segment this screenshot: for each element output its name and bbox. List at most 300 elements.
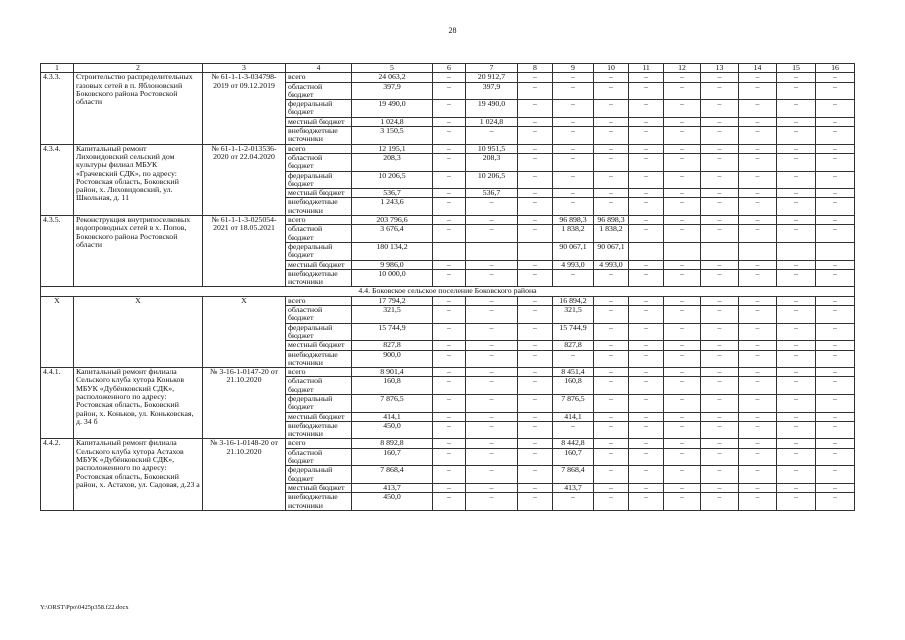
value-cell-col-9: 827,8 <box>553 341 594 350</box>
value-cell-col-6: – <box>433 493 466 511</box>
value-cell-col-11: – <box>629 216 664 225</box>
value-cell-col-9: 7 868,4 <box>553 466 594 484</box>
value-cell-col-10: – <box>594 493 629 511</box>
value-cell-col-15: – <box>777 260 816 269</box>
value-cell-col-16: – <box>816 260 855 269</box>
funding-source-label: местный бюджет <box>286 260 352 269</box>
value-cell-col-11: – <box>629 73 664 82</box>
item-name: Реконструкция внутрипоселковых водопроводных сетей в х. Попов, Боковского района Ростовской области <box>74 216 203 287</box>
value-cell-col-7: 20 912,7 <box>466 73 518 82</box>
value-cell-col-13: – <box>701 421 739 439</box>
value-cell-col-15: – <box>777 306 816 324</box>
table-row <box>41 144 855 153</box>
value-cell-col-11: – <box>629 153 664 171</box>
value-cell-col-11: – <box>629 225 664 243</box>
value-cell-col-6: – <box>433 260 466 269</box>
column-number-3: 3 <box>203 64 286 73</box>
value-cell-col-11: – <box>629 377 664 395</box>
column-number-8: 8 <box>518 64 553 73</box>
value-cell-col-9: 414,1 <box>553 412 594 421</box>
value-cell-col-14: – <box>739 421 777 439</box>
value-cell-col-8: – <box>518 466 553 484</box>
value-cell-col-5: 827,8 <box>352 341 433 350</box>
value-cell-col-7: – <box>466 127 518 145</box>
value-cell-col-16: – <box>816 82 855 100</box>
value-cell-col-6: – <box>433 412 466 421</box>
item-number: 4.4.1. <box>41 368 74 439</box>
value-cell-col-10: – <box>594 368 629 377</box>
value-cell-col-5: 3 150,5 <box>352 127 433 145</box>
value-cell-col-6: – <box>433 82 466 100</box>
value-cell-col-9: – <box>553 198 594 216</box>
value-cell-col-6: – <box>433 350 466 368</box>
value-cell-col-10: – <box>594 341 629 350</box>
value-cell-col-16: – <box>816 493 855 511</box>
value-cell-col-6: – <box>433 198 466 216</box>
value-cell-col-11: – <box>629 117 664 126</box>
value-cell-col-11: – <box>629 368 664 377</box>
funding-source-label: внебюджетные источники <box>286 350 352 368</box>
value-cell-col-10: – <box>594 82 629 100</box>
value-cell-col-16: – <box>816 171 855 189</box>
value-cell-col-13: – <box>701 216 739 225</box>
value-cell-col-5: 8 901,4 <box>352 368 433 377</box>
value-cell-col-9: 160,7 <box>553 448 594 466</box>
value-cell-col-14: – <box>739 260 777 269</box>
value-cell-col-16: – <box>816 394 855 412</box>
item-number: 4.3.4. <box>41 144 74 215</box>
column-number-1: 1 <box>41 64 74 73</box>
value-cell-col-12: – <box>664 448 701 466</box>
item-number: 4.4.2. <box>41 439 74 510</box>
value-cell-col-11: – <box>629 394 664 412</box>
funding-source-label: внебюджетные источники <box>286 198 352 216</box>
value-cell-col-14: – <box>739 100 777 118</box>
value-cell-col-7: 10 206,5 <box>466 171 518 189</box>
value-cell-col-6: – <box>433 394 466 412</box>
value-cell-col-5: 12 195,1 <box>352 144 433 153</box>
page-number: 28 <box>448 26 457 35</box>
value-cell-col-14: – <box>739 171 777 189</box>
value-cell-col-6: – <box>433 483 466 492</box>
value-cell-col-5: 208,3 <box>352 153 433 171</box>
value-cell-col-10: – <box>594 127 629 145</box>
value-cell-col-15: – <box>777 377 816 395</box>
value-cell-col-16: – <box>816 448 855 466</box>
value-cell-col-9: – <box>553 100 594 118</box>
value-cell-col-12: – <box>664 216 701 225</box>
value-cell-col-5: 10 206,5 <box>352 171 433 189</box>
funding-source-label: областной бюджет <box>286 377 352 395</box>
funding-source-label: всего <box>286 368 352 377</box>
value-cell-col-10: – <box>594 448 629 466</box>
value-cell-col-8: – <box>518 269 553 287</box>
value-cell-col-10: – <box>594 198 629 216</box>
value-cell-col-7: 208,3 <box>466 153 518 171</box>
value-cell-col-10: – <box>594 466 629 484</box>
value-cell-col-16: – <box>816 439 855 448</box>
value-cell-col-13: – <box>701 368 739 377</box>
value-cell-col-5: 160,7 <box>352 448 433 466</box>
value-cell-col-8: – <box>518 296 553 305</box>
value-cell-col-14: – <box>739 412 777 421</box>
value-cell-col-12: – <box>664 198 701 216</box>
value-cell-col-15: – <box>777 394 816 412</box>
value-cell-col-16: – <box>816 198 855 216</box>
value-cell-col-6: – <box>433 421 466 439</box>
value-cell-col-11: – <box>629 323 664 341</box>
item-document: № 61-1-1-2-013536-2020 от 22.04.2020 <box>203 144 286 215</box>
funding-source-label: всего <box>286 216 352 225</box>
value-cell-col-15: – <box>777 127 816 145</box>
value-cell-col-5: 413,7 <box>352 483 433 492</box>
funding-source-label: местный бюджет <box>286 341 352 350</box>
value-cell-col-6: – <box>433 189 466 198</box>
funding-source-label: областной бюджет <box>286 448 352 466</box>
value-cell-col-9: – <box>553 127 594 145</box>
value-cell-col-15: – <box>777 466 816 484</box>
value-cell-col-12: – <box>664 296 701 305</box>
value-cell-col-14: – <box>739 216 777 225</box>
value-cell-col-10: – <box>594 323 629 341</box>
value-cell-col-14: – <box>739 117 777 126</box>
funding-source-label: областной бюджет <box>286 306 352 324</box>
value-cell-col-12: – <box>664 260 701 269</box>
value-cell-col-14: – <box>739 296 777 305</box>
value-cell-col-15: – <box>777 323 816 341</box>
funding-source-label: областной бюджет <box>286 82 352 100</box>
funding-source-label: федеральный бюджет <box>286 466 352 484</box>
value-cell-col-11: – <box>629 100 664 118</box>
value-cell-col-15: – <box>777 198 816 216</box>
value-cell-col-9: – <box>553 171 594 189</box>
item-document: № 3-16-1-0148-20 от 21.10.2020 <box>203 439 286 510</box>
value-cell-col-7: – <box>466 493 518 511</box>
value-cell-col-5: 3 676,4 <box>352 225 433 243</box>
value-cell-col-14: – <box>739 198 777 216</box>
value-cell-col-7: – <box>466 306 518 324</box>
value-cell-col-16: – <box>816 306 855 324</box>
value-cell-col-10: 1 838,2 <box>594 225 629 243</box>
value-cell-col-15: – <box>777 350 816 368</box>
value-cell-col-8: – <box>518 100 553 118</box>
value-cell-col-13: – <box>701 82 739 100</box>
value-cell-col-13: – <box>701 189 739 198</box>
value-cell-col-16: – <box>816 73 855 82</box>
value-cell-col-6: – <box>433 341 466 350</box>
value-cell-col-14: – <box>739 483 777 492</box>
value-cell-col-9: – <box>553 117 594 126</box>
value-cell-col-9: – <box>553 73 594 82</box>
value-cell-col-9: – <box>553 269 594 287</box>
budget-table <box>40 63 855 511</box>
value-cell-col-13: – <box>701 73 739 82</box>
value-cell-col-10: – <box>594 144 629 153</box>
table-row <box>41 368 855 377</box>
value-cell-col-12: – <box>664 144 701 153</box>
value-cell-col-14: – <box>739 127 777 145</box>
value-cell-col-8: – <box>518 377 553 395</box>
item-name: Капитальный ремонт филиала Сельского клуба хутора Коньков МБУК «Дубёнковский СДК», расположенного по адресу: Ростовская область, Боковский район, х. Коньков, ул. Коньковская, д. 34 б <box>74 368 203 439</box>
value-cell-col-5: 397,9 <box>352 82 433 100</box>
value-cell-col-10: – <box>594 421 629 439</box>
funding-source-label: местный бюджет <box>286 483 352 492</box>
value-cell-col-5: 17 794,2 <box>352 296 433 305</box>
value-cell-col-15: – <box>777 171 816 189</box>
value-cell-col-10: – <box>594 73 629 82</box>
value-cell-col-9: 160,8 <box>553 377 594 395</box>
value-cell-col-9: – <box>553 421 594 439</box>
value-cell-col-11: – <box>629 421 664 439</box>
value-cell-col-6: – <box>433 377 466 395</box>
section-title-row <box>41 287 855 296</box>
value-cell-col-6: – <box>433 216 466 225</box>
value-cell-col-11: – <box>629 483 664 492</box>
value-cell-col-8: – <box>518 153 553 171</box>
value-cell-col-14: – <box>739 368 777 377</box>
value-cell-col-8: – <box>518 127 553 145</box>
value-cell-col-5: 9 986,0 <box>352 260 433 269</box>
funding-source-label: внебюджетные источники <box>286 421 352 439</box>
value-cell-col-10: 4 993,0 <box>594 260 629 269</box>
value-cell-col-13: – <box>701 225 739 243</box>
section-title: 4.4. Боковское сельское поселение Боковского района <box>41 287 855 296</box>
column-number-11: 11 <box>629 64 664 73</box>
value-cell-col-14: – <box>739 269 777 287</box>
value-cell-col-9: 8 451,4 <box>553 368 594 377</box>
value-cell-col-11: – <box>629 269 664 287</box>
value-cell-col-12: – <box>664 350 701 368</box>
value-cell-col-7: – <box>466 466 518 484</box>
value-cell-col-7: – <box>466 269 518 287</box>
column-number-13: 13 <box>701 64 739 73</box>
value-cell-col-11: – <box>629 412 664 421</box>
value-cell-col-13: – <box>701 100 739 118</box>
value-cell-col-12: – <box>664 341 701 350</box>
value-cell-col-13: – <box>701 448 739 466</box>
value-cell-col-10: – <box>594 153 629 171</box>
value-cell-col-8: – <box>518 448 553 466</box>
value-cell-col-6: – <box>433 127 466 145</box>
value-cell-col-12: – <box>664 483 701 492</box>
value-cell-col-10: – <box>594 189 629 198</box>
value-cell-col-13: – <box>701 127 739 145</box>
value-cell-col-8: – <box>518 198 553 216</box>
value-cell-col-6 <box>433 242 466 260</box>
value-cell-col-13: – <box>701 439 739 448</box>
value-cell-col-10: 96 898,3 <box>594 216 629 225</box>
value-cell-col-5: 160,8 <box>352 377 433 395</box>
item-number: 4.3.5. <box>41 216 74 287</box>
table-row <box>41 296 855 305</box>
value-cell-col-13: – <box>701 153 739 171</box>
value-cell-col-16: – <box>816 483 855 492</box>
value-cell-col-16: – <box>816 368 855 377</box>
value-cell-col-5: 536,7 <box>352 189 433 198</box>
value-cell-col-7: 536,7 <box>466 189 518 198</box>
value-cell-col-16 <box>816 242 855 260</box>
column-number-row <box>41 64 855 73</box>
value-cell-col-8: – <box>518 306 553 324</box>
value-cell-col-11: – <box>629 448 664 466</box>
value-cell-col-13: – <box>701 144 739 153</box>
value-cell-col-6: – <box>433 73 466 82</box>
table-row <box>41 73 855 82</box>
value-cell-col-13: – <box>701 323 739 341</box>
value-cell-col-12: – <box>664 493 701 511</box>
value-cell-col-13: – <box>701 394 739 412</box>
funding-source-label: местный бюджет <box>286 412 352 421</box>
value-cell-col-11: – <box>629 82 664 100</box>
column-number-5: 5 <box>352 64 433 73</box>
value-cell-col-15: – <box>777 189 816 198</box>
value-cell-col-10: – <box>594 296 629 305</box>
value-cell-col-7 <box>466 242 518 260</box>
value-cell-col-16: – <box>816 323 855 341</box>
column-number-2: 2 <box>74 64 203 73</box>
value-cell-col-12: – <box>664 421 701 439</box>
value-cell-col-5: 900,0 <box>352 350 433 368</box>
value-cell-col-14: – <box>739 448 777 466</box>
value-cell-col-15: – <box>777 412 816 421</box>
value-cell-col-15: – <box>777 421 816 439</box>
funding-source-label: всего <box>286 439 352 448</box>
value-cell-col-8: – <box>518 493 553 511</box>
value-cell-col-8: – <box>518 323 553 341</box>
value-cell-col-10: – <box>594 269 629 287</box>
value-cell-col-5: 7 868,4 <box>352 466 433 484</box>
value-cell-col-14: – <box>739 466 777 484</box>
column-number-4: 4 <box>286 64 352 73</box>
value-cell-col-5: 1 243,6 <box>352 198 433 216</box>
value-cell-col-6: – <box>433 323 466 341</box>
value-cell-col-16: – <box>816 189 855 198</box>
value-cell-col-13: – <box>701 341 739 350</box>
value-cell-col-13: – <box>701 483 739 492</box>
value-cell-col-14: – <box>739 82 777 100</box>
value-cell-col-16: – <box>816 117 855 126</box>
item-number: X <box>41 296 74 367</box>
value-cell-col-13: – <box>701 493 739 511</box>
value-cell-col-12 <box>664 242 701 260</box>
value-cell-col-8: – <box>518 412 553 421</box>
value-cell-col-7: – <box>466 225 518 243</box>
value-cell-col-9: 16 894,2 <box>553 296 594 305</box>
value-cell-col-5: 1 024,8 <box>352 117 433 126</box>
value-cell-col-6: – <box>433 117 466 126</box>
value-cell-col-16: – <box>816 296 855 305</box>
funding-source-label: всего <box>286 144 352 153</box>
value-cell-col-16: – <box>816 377 855 395</box>
value-cell-col-13: – <box>701 260 739 269</box>
funding-source-label: местный бюджет <box>286 189 352 198</box>
value-cell-col-8: – <box>518 439 553 448</box>
column-number-16: 16 <box>816 64 855 73</box>
item-document: № 3-16-1-0147-20 от 21.10.2020 <box>203 368 286 439</box>
value-cell-col-7: – <box>466 394 518 412</box>
value-cell-col-13: – <box>701 377 739 395</box>
funding-source-label: местный бюджет <box>286 117 352 126</box>
value-cell-col-12: – <box>664 225 701 243</box>
value-cell-col-15: – <box>777 82 816 100</box>
value-cell-col-5: 10 000,0 <box>352 269 433 287</box>
value-cell-col-16: – <box>816 269 855 287</box>
value-cell-col-7: – <box>466 198 518 216</box>
item-document: № 61-1-1-3-034798-2019 от 09.12.2019 <box>203 73 286 144</box>
value-cell-col-6: – <box>433 306 466 324</box>
value-cell-col-14: – <box>739 153 777 171</box>
value-cell-col-9: – <box>553 350 594 368</box>
value-cell-col-8: – <box>518 350 553 368</box>
item-name: Капитальный ремонт филиала Сельского клуба хутора Астахов МБУК «Дубёнковский СДК», расположенного по адресу: Ростовская область, Боковский район, х. Астахов, ул. Садовая, д.23 а <box>74 439 203 510</box>
value-cell-col-7: – <box>466 483 518 492</box>
value-cell-col-16: – <box>816 100 855 118</box>
value-cell-col-7: – <box>466 296 518 305</box>
value-cell-col-11: – <box>629 493 664 511</box>
value-cell-col-15: – <box>777 493 816 511</box>
value-cell-col-16: – <box>816 127 855 145</box>
table-row <box>41 439 855 448</box>
value-cell-col-14: – <box>739 323 777 341</box>
value-cell-col-12: – <box>664 73 701 82</box>
value-cell-col-14: – <box>739 493 777 511</box>
value-cell-col-10: – <box>594 412 629 421</box>
value-cell-col-15: – <box>777 153 816 171</box>
value-cell-col-12: – <box>664 82 701 100</box>
value-cell-col-9: 1 838,2 <box>553 225 594 243</box>
value-cell-col-7: – <box>466 421 518 439</box>
value-cell-col-7: – <box>466 448 518 466</box>
value-cell-col-15 <box>777 242 816 260</box>
value-cell-col-15: – <box>777 144 816 153</box>
value-cell-col-5: 203 796,6 <box>352 216 433 225</box>
value-cell-col-8: – <box>518 171 553 189</box>
value-cell-col-15: – <box>777 368 816 377</box>
value-cell-col-14: – <box>739 73 777 82</box>
value-cell-col-6: – <box>433 225 466 243</box>
value-cell-col-15: – <box>777 483 816 492</box>
value-cell-col-7: – <box>466 368 518 377</box>
funding-source-label: федеральный бюджет <box>286 242 352 260</box>
column-number-14: 14 <box>739 64 777 73</box>
value-cell-col-9: 15 744,9 <box>553 323 594 341</box>
value-cell-col-8: – <box>518 368 553 377</box>
value-cell-col-13: – <box>701 466 739 484</box>
value-cell-col-8: – <box>518 394 553 412</box>
value-cell-col-9: – <box>553 144 594 153</box>
value-cell-col-9: 413,7 <box>553 483 594 492</box>
value-cell-col-9: 96 898,3 <box>553 216 594 225</box>
funding-source-label: областной бюджет <box>286 153 352 171</box>
value-cell-col-6: – <box>433 466 466 484</box>
value-cell-col-15: – <box>777 100 816 118</box>
value-cell-col-11: – <box>629 296 664 305</box>
item-name: Капитальный ремонт Лиховидовский сельский дом культуры филиал МБУК «Грачевский СДК», по адресу: Ростовская область, Боковский район, х. Лиховидовский, ул. Школьная, д. 11 <box>74 144 203 215</box>
value-cell-col-9: 8 442,8 <box>553 439 594 448</box>
value-cell-col-10: – <box>594 171 629 189</box>
value-cell-col-12: – <box>664 439 701 448</box>
value-cell-col-6: – <box>433 439 466 448</box>
value-cell-col-5: 7 876,5 <box>352 394 433 412</box>
value-cell-col-8: – <box>518 73 553 82</box>
item-name: X <box>74 296 203 367</box>
item-document: X <box>203 296 286 367</box>
value-cell-col-13 <box>701 242 739 260</box>
value-cell-col-8: – <box>518 117 553 126</box>
column-number-10: 10 <box>594 64 629 73</box>
value-cell-col-12: – <box>664 466 701 484</box>
value-cell-col-8: – <box>518 216 553 225</box>
